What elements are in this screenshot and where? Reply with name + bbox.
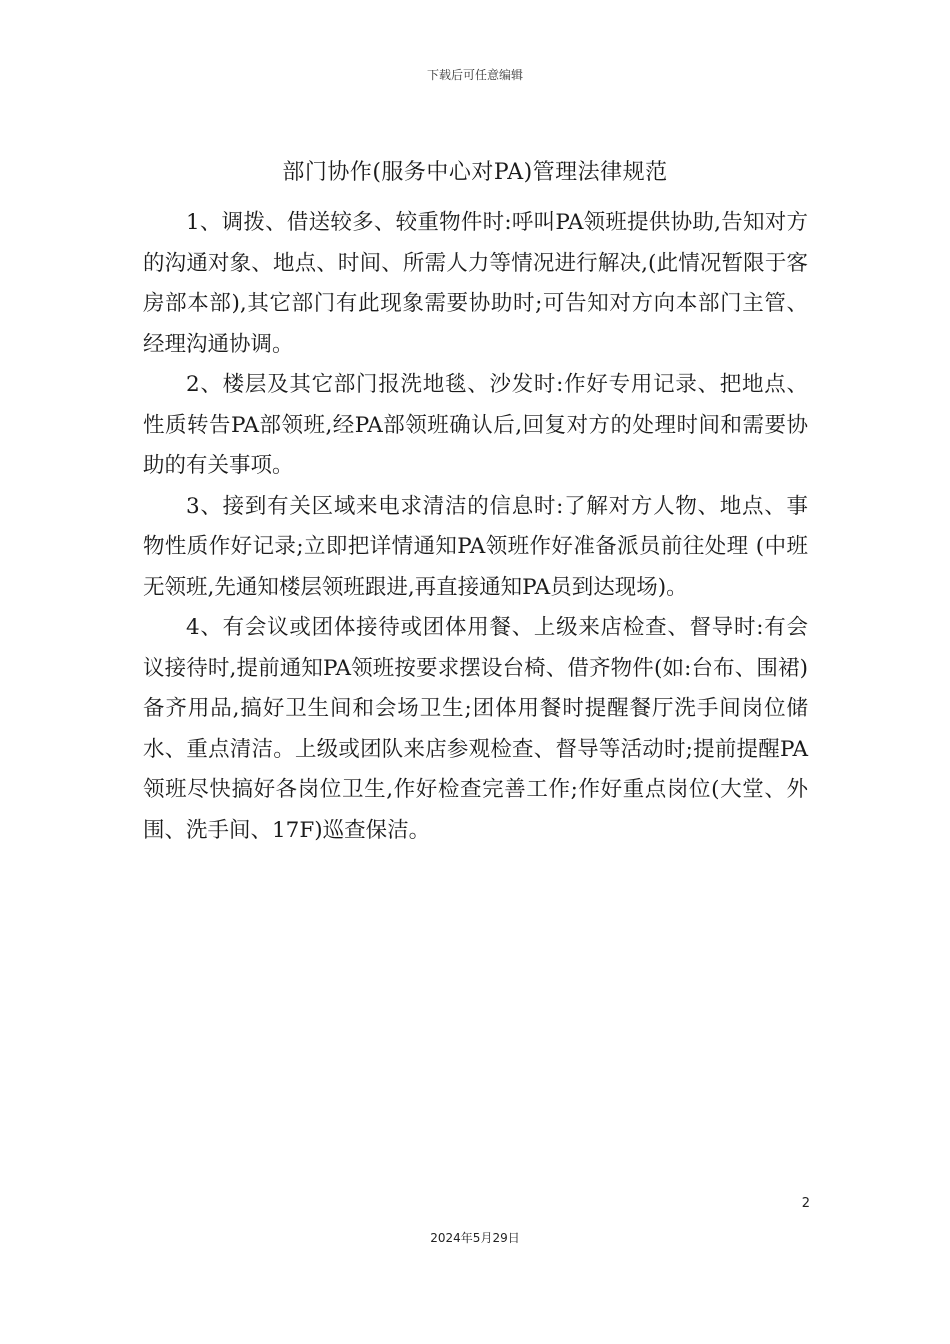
paragraph-3: 3、接到有关区域来电求清洁的信息时:了解对方人物、地点、事物性质作好记录;立即把详情通知PA领班作好准备派员前往处理 (中班无领班,先通知楼层领班跟进,再直接通知PA员到达现场)。 xyxy=(143,493,808,600)
page-number: 2 xyxy=(801,1196,810,1211)
document-body xyxy=(143,203,808,851)
paragraph-2: 2、楼层及其它部门报洗地毯、沙发时:作好专用记录、把地点、性质转告PA部领班,经PA部领班确认后,回复对方的处理时间和需要协助的有关事项。 xyxy=(143,372,808,478)
paragraph-1: 1、调拨、借送较多、较重物件时:呼叫PA领班提供协助,告知对方的沟通对象、地点、时间、所需人力等情况进行解决,(此情况暂限于客房部本部),其它部门有此现象需要协助时;可告知对方向本部门主管、经理沟通协调。 xyxy=(143,210,808,357)
header-note: 下载后可任意编辑 xyxy=(426,68,523,82)
footer-date: 2024年5月29日 xyxy=(430,1231,520,1245)
paragraph-4: 4、有会议或团体接待或团体用餐、上级来店检查、督导时:有会议接待时,提前通知PA领班按要求摆设台椅、借齐物件(如:台布、围裙)备齐用品,搞好卫生间和会场卫生;团体用餐时提醒餐厅洗手间岗位储水、重点清洁。上级或团队来店参观检查、督导等活动时;提前提醒PA领班尽快搞好各岗位卫生,作好检查完善工作;作好重点岗位(大堂、外围、洗手间、17F)巡查保洁。 xyxy=(143,615,808,843)
document-title: 部门协作(服务中心对PA)管理法律规范 xyxy=(282,160,668,185)
